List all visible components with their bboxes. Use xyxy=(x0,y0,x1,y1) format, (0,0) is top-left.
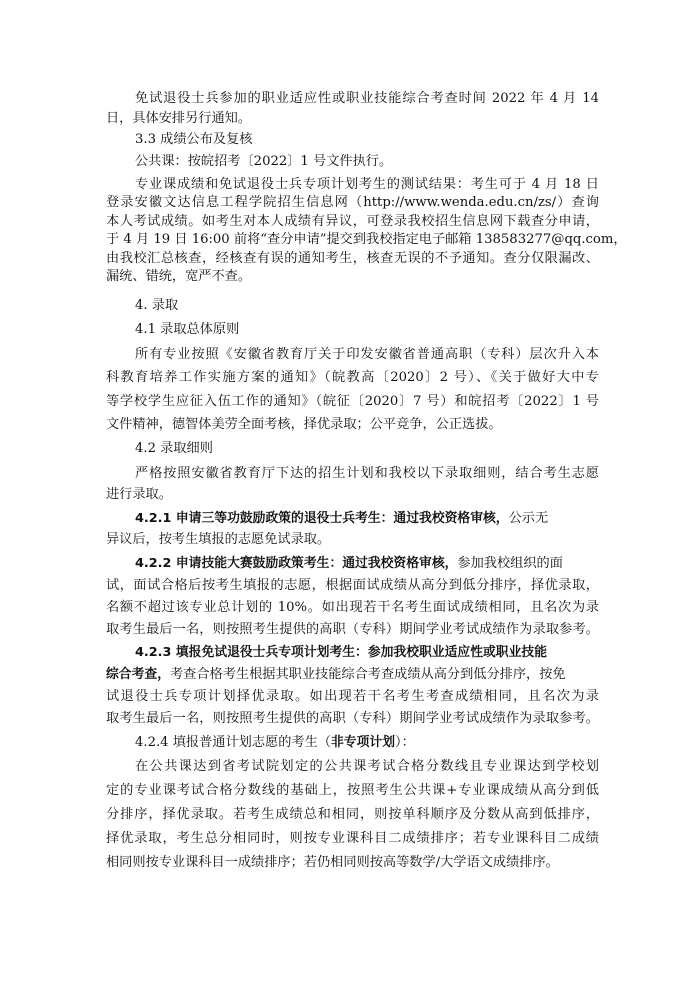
paragraph-line: 取考生最后一名，则按照考生提供的高职（专科）期间学业考试成绩作为录取参考。 xyxy=(106,622,599,637)
paragraph-line: 登录安徽文达信息工程学院招生信息网（http://www.wenda.edu.cn/zs/）查询 xyxy=(106,195,599,210)
paragraph-line xyxy=(135,510,548,528)
bold-text: 4.2.2 申请技能大赛鼓励政策考生：通过我校资格审核， xyxy=(135,556,458,571)
paragraph-line xyxy=(135,734,415,752)
paragraph-text: ）： xyxy=(394,735,415,750)
paragraph-line: 文件精神，德智体美劳全面考核，择优录取；公平竞争，公正选拔。 xyxy=(106,417,502,432)
section-heading: 3.3 成绩公布及复核 xyxy=(135,132,253,147)
paragraph-line: 取考生最后一名，则按照考生提供的高职（专科）期间学业考试成绩作为录取参考。 xyxy=(106,711,599,726)
paragraph-text: 公示无 xyxy=(508,511,549,526)
section-heading: 4.1 录取总体原则 xyxy=(135,322,240,337)
paragraph-line: 择优录取，考生总分相同时，则按专业课科目二成绩排序；若专业课科目二成绩 xyxy=(106,831,599,846)
paragraph-line: 由我校汇总核查，经核查有误的通知考生，核查无误的不予通知。查分仅限漏改、 xyxy=(106,251,599,266)
paragraph-line: 所有专业按照《安徽省教育厅关于印发安徽省普通高职（专科）层次升入本 xyxy=(135,347,599,362)
paragraph-line: 名额不超过该专业总计划的 10%。如出现若干名考生面试成绩相同，且名次为录 xyxy=(106,600,599,615)
paragraph-line xyxy=(106,666,566,684)
paragraph-line: 试，面试合格后按考生填报的志愿，根据面试成绩从高分到低分排序，择优录取， xyxy=(106,578,599,593)
paragraph-line: 异议后，按考生填报的志愿免试录取。 xyxy=(106,532,331,547)
paragraph-text: 考查合格考生根据其职业技能综合考查成绩从高分到低分排序，按免 xyxy=(169,667,566,682)
paragraph-line: 相同则按专业课科目一成绩排序；若仍相同则按高等数学/大学语文成绩排序。 xyxy=(106,855,559,870)
paragraph-line: 免试退役士兵参加的职业适应性或职业技能综合考查时间 2022 年 4 月 14 xyxy=(135,91,599,106)
section-heading: 4. 录取 xyxy=(135,298,179,313)
paragraph-line: 漏统、错统，宽严不查。 xyxy=(106,269,252,284)
paragraph-line: 试退役士兵专项计划择优录取。如出现若干名考生考查成绩相同，且名次为录 xyxy=(106,689,599,704)
paragraph-line xyxy=(135,644,547,662)
bold-text: 综合考查， xyxy=(106,667,170,682)
paragraph-line: 专业课成绩和免试退役士兵专项计划考生的测试结果：考生可于 4 月 18 日 xyxy=(135,177,599,192)
paragraph-line xyxy=(135,555,563,573)
paragraph-line: 等学校学生应征入伍工作的通知》（皖征〔2020〕7 号）和皖招考〔2022〕1 号 xyxy=(106,394,599,409)
bold-text: 非专项计划 xyxy=(331,735,395,750)
paragraph-line: 科教育培养工作实施方案的通知》（皖教高〔2020〕2 号）、《关于做好大中专 xyxy=(106,370,599,385)
paragraph-text: 4.2.4 填报普通计划志愿的考生（ xyxy=(135,735,331,750)
bold-text: 4.2.1 申请三等功鼓励政策的退役士兵考生：通过我校资格审核， xyxy=(135,511,509,526)
paragraph-line: 分排序，择优录取。若考生成绩总和相同，则按单科顺序及分数从高到低排序， xyxy=(106,807,599,822)
paragraph-line: 本人考试成绩。如考生对本人成绩有异议，可登录我校招生信息网下载查分申请， xyxy=(106,214,599,229)
section-heading: 4.2 录取细则 xyxy=(135,441,213,456)
paragraph-line: 公共课：按皖招考〔2022〕1 号文件执行。 xyxy=(135,154,393,169)
paragraph-text: 参加我校组织的面 xyxy=(457,556,563,571)
paragraph-line: 于 4 月 19 日 16:00 前将“查分申请”提交到我校指定电子邮箱 138583277@qq.com， xyxy=(106,232,627,247)
paragraph-line: 进行录取。 xyxy=(106,487,172,502)
paragraph-line: 在公共课达到省考试院划定的公共课考试合格分数线且专业课达到学校划 xyxy=(135,759,599,774)
paragraph-line: 定的专业课考试合格分数线的基础上，按照考生公共课+专业课成绩从高分到低 xyxy=(106,783,599,798)
paragraph-line: 严格按照安徽省教育厅下达的招生计划和我校以下录取细则，结合考生志愿 xyxy=(135,466,599,481)
paragraph-line: 日，具体安排另行通知。 xyxy=(106,111,252,126)
bold-text: 4.2.3 填报免试退役士兵专项计划考生：参加我校职业适应性或职业技能 xyxy=(135,645,547,660)
